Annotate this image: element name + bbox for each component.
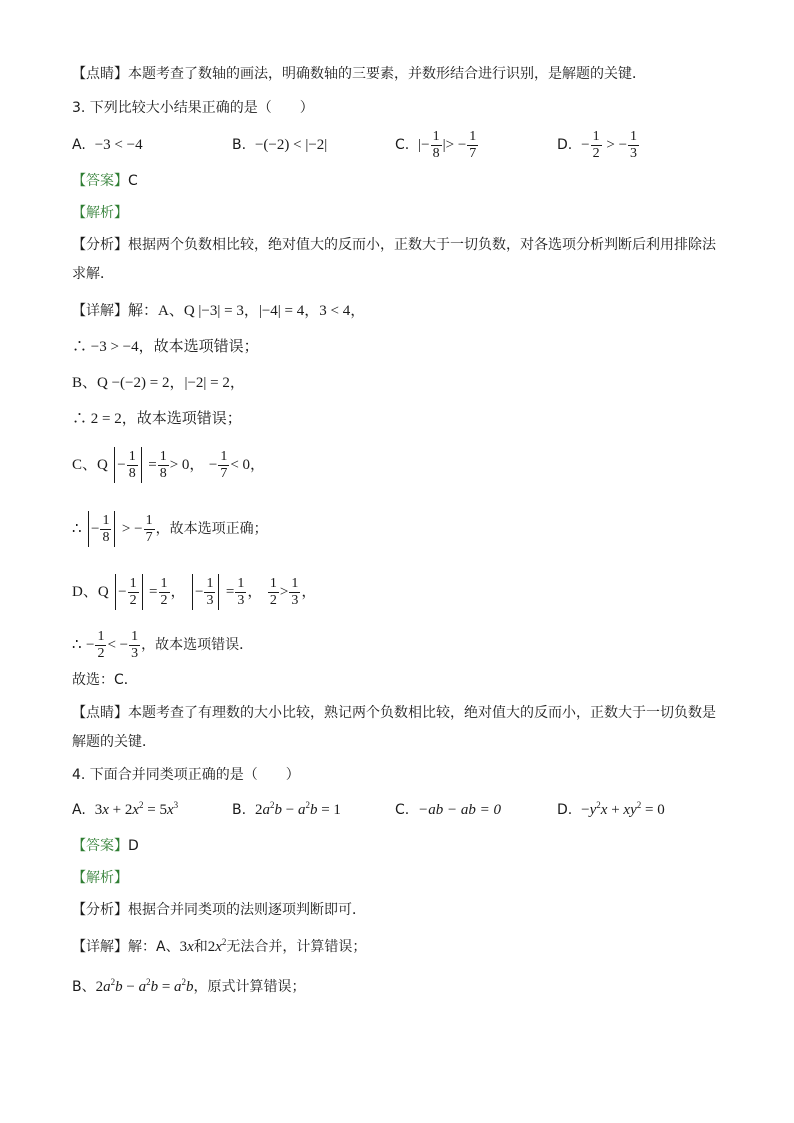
tip-text: 本题考查了数轴的画法，明确数轴的三要素，并数形结合进行识别，是解题的关键． <box>128 66 646 82</box>
analysis-tag: 【解析】 <box>72 205 128 221</box>
answer-tag: 【答案】 <box>72 173 128 189</box>
q3-option-c: C. |− $\frac{1}{8}$ |> − $\frac{1}{7}$ <box>395 128 477 161</box>
q3-option-d: D. − $\frac{1}{2}$ > − $\frac{1}{3}$ <box>557 128 638 161</box>
detail-a-conclusion: ∴ −3 > −4，故本选项错误； <box>72 339 259 355</box>
detail-a: 【详解】解：A、Q |−3| = 3，|−4| = 4，3 < 4， <box>72 303 366 319</box>
answer-value: C <box>128 173 138 189</box>
detail-c-conclusion: ∴ − $\frac{1}{8}$ > − $\frac{1}{7}$ ，故本选项正确； <box>72 510 268 548</box>
analysis-line-2: 求解． <box>72 266 114 282</box>
answer-line-2: 【答案】D <box>72 838 139 854</box>
detail-d: D、Q − $\frac{1}{2}$ = $\frac{1}{2}$ ， − $\frac{1}{3}$ = $\frac{1}{3}$ ， $\frac{1}{2}$ > $\frac{1}{3}$ ， <box>72 573 316 611</box>
question-3: 3. 下列比较大小结果正确的是（ ） <box>72 100 314 116</box>
final-choice: 故选：C． <box>72 672 138 688</box>
q4-option-b: B. $2a^2b - a^2b = 1$ <box>232 800 341 818</box>
detail2-a: 【详解】解：A、3x和$2x^2$无法合并，计算错误； <box>72 937 367 955</box>
q4-option-d: D. $-y^2x + xy^2 = 0$ <box>557 800 665 818</box>
tip-line-3: 解题的关键． <box>72 734 156 750</box>
detail-c: C、Q − $\frac{1}{8}$ = $\frac{1}{8}$ > 0， − $\frac{1}{7}$ < 0， <box>72 446 265 484</box>
tip-line-2: 【点睛】本题考查了有理数的大小比较，熟记两个负数相比较，绝对值大的反而小，正数大于一切负数是 <box>72 705 716 721</box>
tip-tag: 【点睛】 <box>72 66 128 82</box>
q3-option-b: B. −(−2) < |−2| <box>232 137 328 153</box>
detail-b: B、Q −(−2) = 2，|−2| = 2， <box>72 375 245 391</box>
analysis-line-1: 【分析】根据两个负数相比较，绝对值大的反而小，正数大于一切负数，对各选项分析判断后利用排除法 <box>72 237 716 253</box>
analysis-2: 【分析】根据合并同类项的法则逐项判断即可． <box>72 902 366 918</box>
q4-option-c: C. −ab − ab = 0 <box>395 802 502 818</box>
detail-d-conclusion: ∴ − $\frac{1}{2}$ < − $\frac{1}{3}$ ，故本选项错误． <box>72 628 254 661</box>
detail2-b: B、$2a^2b - a^2b = a^2b$，原式计算错误； <box>72 977 306 995</box>
q3-option-a: A. −3 < −4 <box>72 137 143 153</box>
analysis-tag-2: 【解析】 <box>72 870 128 886</box>
detail-b-conclusion: ∴ 2 = 2，故本选项错误； <box>72 411 242 427</box>
answer-line <box>72 171 138 191</box>
question-4: 4. 下面合并同类项正确的是（ ） <box>72 767 300 783</box>
q4-option-a: A. $3x + 2x^2 = 5x^3$ <box>72 800 179 818</box>
tip-line-1 <box>72 64 646 84</box>
